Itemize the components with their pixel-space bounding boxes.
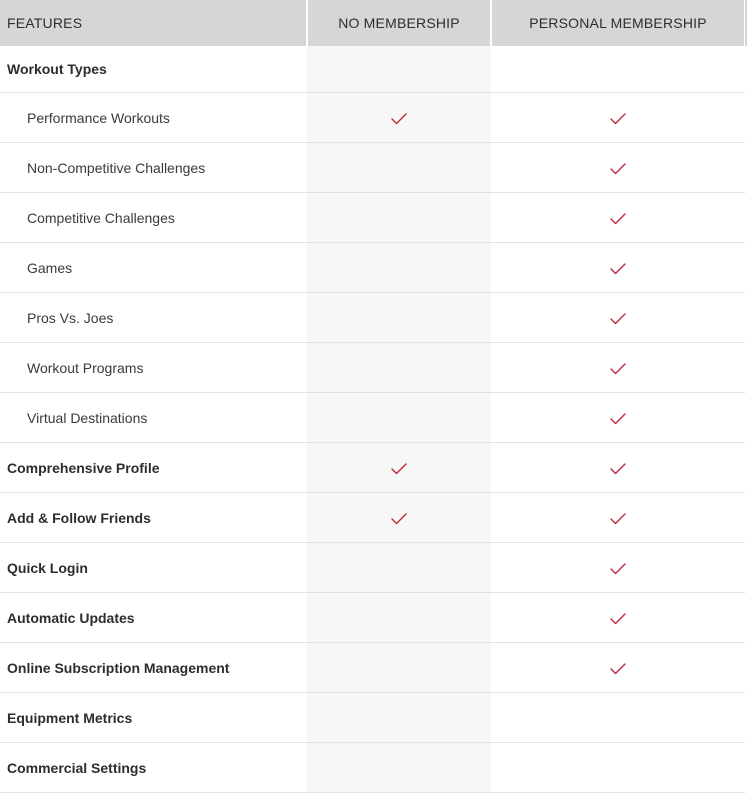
- table-row: [0, 643, 745, 693]
- checkmark-icon: [610, 613, 626, 625]
- header-row: [0, 0, 745, 46]
- personal-membership-cell: [491, 443, 745, 493]
- personal-membership-cell: [491, 643, 745, 693]
- no-membership-cell: [307, 693, 491, 743]
- personal-membership-cell: [491, 693, 745, 743]
- table-row: [0, 443, 745, 493]
- personal-membership-cell: [491, 243, 745, 293]
- personal-membership-cell: [491, 293, 745, 343]
- table-row: [0, 693, 745, 743]
- checkmark-icon: [610, 363, 626, 375]
- checkmark-icon: [610, 113, 626, 125]
- checkmark-icon: [610, 563, 626, 575]
- table-row: [0, 243, 745, 293]
- table-row: [0, 393, 745, 443]
- checkmark-icon: [610, 413, 626, 425]
- feature-label: Quick Login: [0, 543, 307, 593]
- feature-label: Pros Vs. Joes: [0, 293, 307, 343]
- personal-membership-cell: [491, 493, 745, 543]
- feature-label: Commercial Settings: [0, 743, 307, 793]
- feature-label: Performance Workouts: [0, 93, 307, 143]
- checkmark-icon: [391, 513, 407, 525]
- no-membership-cell: [307, 143, 491, 193]
- personal-membership-cell: [491, 393, 745, 443]
- feature-label: Equipment Metrics: [0, 693, 307, 743]
- table-header: [0, 0, 745, 46]
- feature-label: Online Subscription Management: [0, 643, 307, 693]
- checkmark-icon: [610, 463, 626, 475]
- feature-label: Competitive Challenges: [0, 193, 307, 243]
- no-membership-cell: [307, 393, 491, 443]
- no-membership-column-header: NO MEMBERSHIP: [307, 0, 491, 46]
- personal-membership-cell: [491, 46, 745, 93]
- table-row: [0, 46, 745, 93]
- no-membership-cell: [307, 93, 491, 143]
- personal-membership-cell: [491, 543, 745, 593]
- no-membership-cell: [307, 443, 491, 493]
- checkmark-icon: [610, 513, 626, 525]
- feature-label: Non-Competitive Challenges: [0, 143, 307, 193]
- table-row: [0, 493, 745, 543]
- feature-label: Workout Programs: [0, 343, 307, 393]
- feature-label: Games: [0, 243, 307, 293]
- personal-membership-cell: [491, 193, 745, 243]
- feature-label: Add & Follow Friends: [0, 493, 307, 543]
- checkmark-icon: [610, 313, 626, 325]
- no-membership-cell: [307, 243, 491, 293]
- no-membership-cell: [307, 493, 491, 543]
- personal-membership-cell: [491, 743, 745, 793]
- table-row: [0, 743, 745, 793]
- no-membership-cell: [307, 743, 491, 793]
- no-membership-cell: [307, 543, 491, 593]
- no-membership-cell: [307, 293, 491, 343]
- personal-membership-cell: [491, 143, 745, 193]
- table-row: [0, 543, 745, 593]
- checkmark-icon: [610, 163, 626, 175]
- table-body: [0, 46, 745, 793]
- table-row: [0, 193, 745, 243]
- feature-label: Automatic Updates: [0, 593, 307, 643]
- no-membership-cell: [307, 593, 491, 643]
- table-row: [0, 293, 745, 343]
- personal-membership-column-header: PERSONAL MEMBERSHIP: [491, 0, 745, 46]
- personal-membership-cell: [491, 93, 745, 143]
- features-column-header: FEATURES: [0, 0, 307, 46]
- feature-label: Comprehensive Profile: [0, 443, 307, 493]
- table-row: [0, 143, 745, 193]
- table-row: [0, 93, 745, 143]
- feature-group-label: Workout Types: [0, 46, 307, 93]
- table-row: [0, 593, 745, 643]
- checkmark-icon: [610, 213, 626, 225]
- personal-membership-cell: [491, 593, 745, 643]
- no-membership-cell: [307, 46, 491, 93]
- no-membership-cell: [307, 193, 491, 243]
- checkmark-icon: [391, 463, 407, 475]
- checkmark-icon: [610, 663, 626, 675]
- personal-membership-cell: [491, 343, 745, 393]
- checkmark-icon: [610, 263, 626, 275]
- no-membership-cell: [307, 643, 491, 693]
- no-membership-cell: [307, 343, 491, 393]
- feature-label: Virtual Destinations: [0, 393, 307, 443]
- table-row: [0, 343, 745, 393]
- checkmark-icon: [391, 113, 407, 125]
